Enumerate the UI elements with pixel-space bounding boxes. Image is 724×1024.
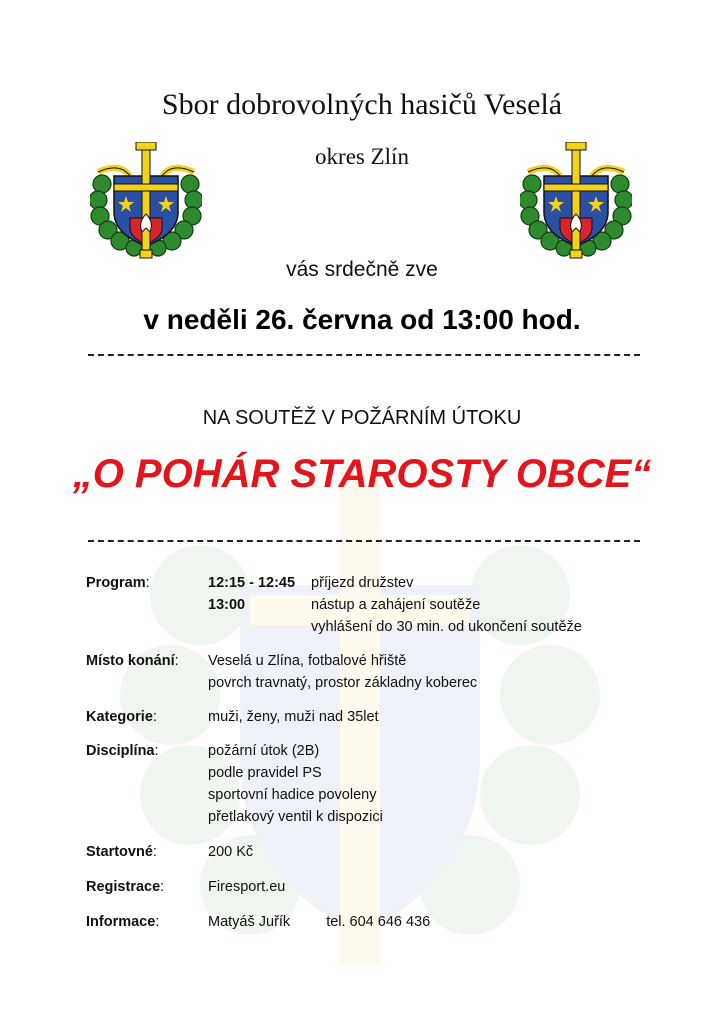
discipline-line: přetlakový ventil k dispozici xyxy=(208,809,383,825)
venue-label: Místo konání xyxy=(86,653,175,669)
program-section: Program: 12:15 - 12:45 příjezd družstev 13:00 nástup a zahájení soutěže vyhlášení do 30 min. od ukončení soutěže xyxy=(86,572,646,638)
program-text: vyhlášení do 30 min. od ukončení soutěže xyxy=(311,619,582,635)
program-text: nástup a zahájení soutěže xyxy=(311,597,481,613)
discipline-line: sportovní hadice povoleny xyxy=(208,787,377,803)
district-name: okres Zlín xyxy=(315,144,409,169)
contact-name: Matyáš Juřík xyxy=(208,914,291,930)
venue-line: Veselá u Zlína, fotbalové hřiště xyxy=(208,653,407,669)
contact-label: Informace xyxy=(86,914,156,930)
competition-subtitle: NA SOUTĚŽ V POŽÁRNÍM ÚTOKU xyxy=(202,407,522,429)
discipline-line: požární útok (2B) xyxy=(208,743,320,759)
firefighter-emblem-icon xyxy=(90,142,202,260)
program-text: příjezd družstev xyxy=(311,575,414,591)
venue-line: povrch travnatý, prostor základny koberec xyxy=(208,675,478,691)
contact-phone: tel. 604 646 436 xyxy=(326,914,431,930)
registration-label: Registrace xyxy=(86,879,161,895)
category-section: Kategorie: muži, ženy, muži nad 35let xyxy=(86,706,646,728)
discipline-section: Disciplína: požární útok (2B) podle pravidel PS sportovní hadice povoleny přetlakový ventil k dispozici xyxy=(86,740,646,828)
discipline-label: Disciplína xyxy=(86,743,155,759)
program-item xyxy=(208,572,646,594)
event-date: v neděli 26. června od 13:00 hod. xyxy=(143,304,581,335)
fee-section: Startovné: 200 Kč xyxy=(86,841,646,863)
discipline-line: podle pravidel PS xyxy=(208,765,322,781)
fee-label: Startovné xyxy=(86,844,153,860)
program-label: Program xyxy=(86,575,146,591)
program-time: 13:00 xyxy=(208,597,246,613)
invitation-text: vás srdečně zve xyxy=(286,258,438,281)
venue-section: Místo konání: Veselá u Zlína, fotbalové hřiště povrch travnatý, prostor základny koberec xyxy=(86,650,646,694)
category-label: Kategorie xyxy=(86,709,153,725)
firefighter-emblem-icon xyxy=(520,142,632,260)
contact-section: Informace: Matyáš Juřík tel. 604 646 436 xyxy=(86,911,646,933)
program-item xyxy=(208,594,646,616)
program-item xyxy=(208,616,646,638)
category-line: muži, ženy, muži nad 35let xyxy=(208,709,379,725)
event-details xyxy=(86,572,646,933)
divider xyxy=(88,540,640,542)
fee-value: 200 Kč xyxy=(208,844,254,860)
program-time: 12:15 - 12:45 xyxy=(208,575,296,591)
organization-title: Sbor dobrovolných hasičů Veselá xyxy=(161,88,563,121)
competition-name: „O POHÁR STAROSTY OBCE“ xyxy=(72,452,652,496)
registration-value: Firesport.eu xyxy=(208,879,286,895)
registration-section: Registrace: Firesport.eu xyxy=(86,876,646,898)
divider xyxy=(88,354,640,356)
